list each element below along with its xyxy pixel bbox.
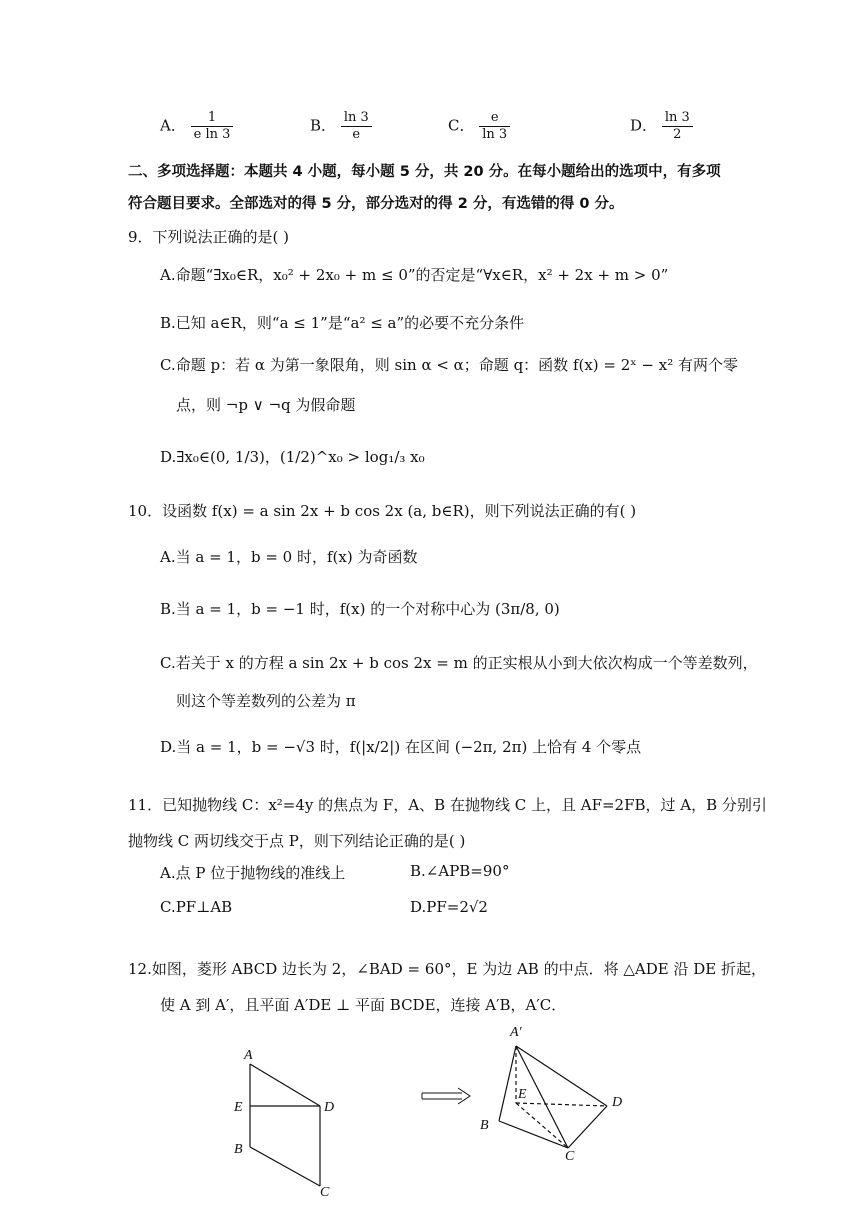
q12-line2: 使 A 到 A′，且平面 A′DE ⊥ 平面 BCDE，连接 A′B，A′C． (160, 996, 567, 1014)
label-a: A (244, 1048, 253, 1063)
label-e: E (234, 1100, 243, 1115)
edge-bc (250, 1147, 320, 1186)
label-d: D (324, 1100, 335, 1115)
fold-arrow-icon (422, 1088, 470, 1104)
label-d: D (612, 1095, 623, 1110)
q9-stem: 9．下列说法正确的是( ) (128, 228, 290, 246)
flat-rhombus (250, 1064, 320, 1186)
edge-ec-hidden (516, 1103, 568, 1148)
fraction: $\frac{\ln 3}{e}$ (341, 110, 372, 143)
q8-option-b: B． $\frac{\ln 3}{e}$ (310, 110, 372, 143)
q8-option-d: D． $\frac{\ln 3}{2}$ (630, 110, 693, 143)
q11-line1: 11．已知抛物线 C：x²=4y 的焦点为 F，A、B 在抛物线 C 上，且 AF=2FB，过 A，B 分别引 (128, 796, 767, 814)
edge-bc (499, 1121, 568, 1148)
fraction: $\frac{e}{\ln 3}$ (479, 110, 510, 143)
fraction: $\frac{1}{\text{e ln 3}}$ (191, 110, 234, 143)
q11-option-c: C.PF⊥AB (160, 898, 233, 916)
folded-pyramid (499, 1046, 607, 1148)
q8-option-a: A． $\frac{1}{\text{e ln 3}}$ (160, 110, 233, 143)
rhombus-fold-figure (0, 1010, 860, 1216)
label-a-prime: A′ (510, 1025, 522, 1040)
label-e: E (518, 1087, 527, 1102)
fraction: $\frac{\ln 3}{2}$ (662, 110, 693, 143)
q11-option-b: B.∠APB=90° (410, 862, 510, 880)
label-b: B (480, 1118, 489, 1133)
q11-line2: 抛物线 C 两切线交于点 P，则下列结论正确的是( ) (128, 832, 466, 850)
q10-option-a: A.当 a = 1，b = 0 时，f(x) 为奇函数 (160, 548, 418, 566)
q10-stem: 10．设函数 f(x) = a sin 2x + b cos 2x (a, b∈R)，则下列说法正确的有( ) (128, 502, 637, 520)
q10-option-b: B.当 a = 1，b = −1 时，f(x) 的一个对称中心为 (3π/8, 0) (160, 600, 560, 618)
edge-a1d (516, 1046, 607, 1106)
section2-line1: 二、多项选择题：本题共 4 小题，每小题 5 分，共 20 分。在每小题给出的选项中，有多项 (128, 164, 721, 180)
label-c: C (565, 1149, 575, 1164)
label-c: C (320, 1185, 330, 1200)
q9-option-c-line2: 点，则 ¬p ∨ ¬q 为假命题 (176, 396, 356, 414)
q10-option-c-line1: C.若关于 x 的方程 a sin 2x + b cos 2x = m 的正实根从小到大依次构成一个等差数列， (160, 654, 758, 672)
q10-option-d: D.当 a = 1，b = −√3 时，f(|x/2|) 在区间 (−2π, 2π) 上恰有 4 个零点 (160, 738, 642, 756)
edge-ad (250, 1064, 320, 1106)
q11-option-a: A.点 P 位于抛物线的准线上 (160, 864, 346, 882)
q12-line1: 12.如图，菱形 ABCD 边长为 2，∠BAD = 60°，E 为边 AB 的中点．将 △ADE 沿 DE 折起， (128, 960, 766, 978)
edge-ed-hidden (516, 1103, 607, 1106)
section2-line2: 符合题目要求。全部选对的得 5 分，部分选对的得 2 分，有选错的得 0 分。 (128, 196, 624, 212)
q10-option-c-line2: 则这个等差数列的公差为 π (176, 692, 356, 710)
q9-option-b: B.已知 a∈R，则“a ≤ 1”是“a² ≤ a”的必要不充分条件 (160, 314, 525, 332)
q11-option-d: D.PF=2√2 (410, 898, 488, 916)
q9-option-a: A.命题“∃x₀∈R，x₀² + 2x₀ + m ≤ 0”的否定是“∀x∈R，x² + 2x + m > 0” (160, 266, 669, 284)
label-b: B (234, 1142, 243, 1157)
q8-option-c: C． $\frac{e}{\ln 3}$ (448, 110, 510, 143)
q9-option-c-line1: C.命题 p：若 α 为第一象限角，则 sin α < α；命题 q：函数 f(x) = 2ˣ − x² 有两个零 (160, 356, 739, 374)
q9-option-d: D.∃x₀∈(0, 1/3)，(1/2)^x₀ > log₁/₃ x₀ (160, 448, 425, 466)
edge-cd (568, 1106, 607, 1148)
edge-a1b (499, 1046, 516, 1121)
